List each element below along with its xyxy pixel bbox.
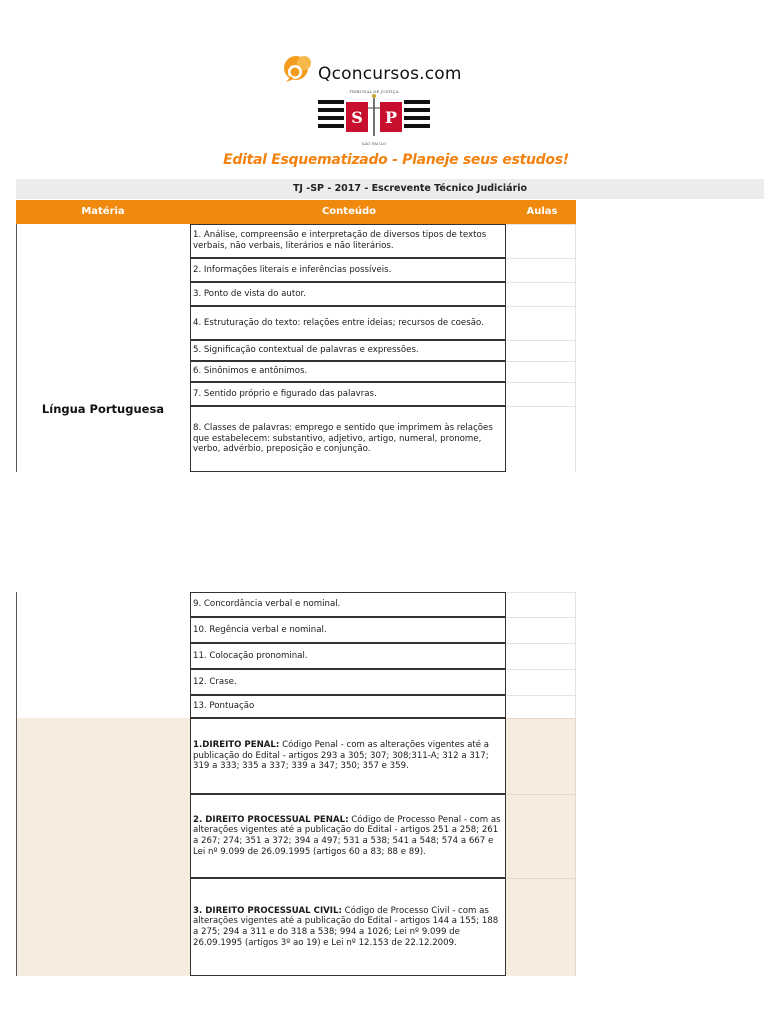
content-cell: 7. Sentido próprio e figurado das palavras. xyxy=(190,382,506,406)
table-row xyxy=(190,282,576,306)
aulas-cell[interactable] xyxy=(507,282,576,306)
table-row xyxy=(190,340,576,361)
header-aulas: Aulas xyxy=(526,206,558,217)
table-row xyxy=(190,617,576,643)
table-row xyxy=(190,406,576,472)
tjsp-seal-icon xyxy=(316,86,432,148)
content-cell: 3. DIREITO PROCESSUAL CIVIL: Código de Processo Civil - com as alterações vigentes até a publicação do Edital - artigos 144 a 155; 188 a 275; 294 a 311 e do 318 a 538; 994 a 1026; Lei nº 9.099 de 26.09.1995 (artigos 3º ao 19) e Lei nº 12.153 de 22.12.2009. xyxy=(190,878,506,976)
subject-block-direito xyxy=(16,718,576,976)
table-row xyxy=(190,258,576,282)
table-row xyxy=(190,643,576,669)
logo-text: Qconcursos.com xyxy=(318,64,462,84)
seal-top-text: TRIBUNAL DE JUSTIÇA xyxy=(349,89,399,94)
header-materia: Matéria xyxy=(81,206,125,217)
aulas-cell[interactable] xyxy=(507,695,576,718)
content-cell: 12. Crase. xyxy=(190,669,506,695)
qconcursos-logo-icon xyxy=(282,54,316,88)
aulas-cell[interactable] xyxy=(507,406,576,472)
table-row xyxy=(190,794,576,878)
content-cell: 3. Ponto de vista do autor. xyxy=(190,282,506,306)
aulas-cell[interactable] xyxy=(507,643,576,669)
content-cell: 2. Informações literais e inferências possíveis. xyxy=(190,258,506,282)
table-row xyxy=(190,669,576,695)
content-cell: 9. Concordância verbal e nominal. xyxy=(190,592,506,617)
aulas-cell[interactable] xyxy=(507,794,576,878)
content-cell: 6. Sinônimos e antônimos. xyxy=(190,361,506,382)
content-cell: 1. Análise, compreensão e interpretação de diversos tipos de textos verbais, não verbais, literários e não literários. xyxy=(190,224,506,258)
tjsp-seal xyxy=(316,86,432,148)
table-row xyxy=(190,361,576,382)
table-row xyxy=(190,224,576,258)
table-row xyxy=(190,878,576,976)
content-cell: 2. DIREITO PROCESSUAL PENAL: Código de Processo Penal - com as alterações vigentes até a publicação do Edital - artigos 251 a 258; 261 a 267; 274; 351 a 372; 394 a 497; 531 a 538; 541 a 548; 574 a 667 e Lei nº 9.099 de 26.09.1995 (artigos 60 a 83; 88 e 89). xyxy=(190,794,506,878)
subject-block-portugues-continued xyxy=(16,592,576,718)
aulas-cell[interactable] xyxy=(507,669,576,695)
aulas-cell[interactable] xyxy=(507,617,576,643)
content-cell: 5. Significação contextual de palavras e expressões. xyxy=(190,340,506,361)
table-header xyxy=(16,200,576,224)
aulas-cell[interactable] xyxy=(507,878,576,976)
content-cell: 4. Estruturação do texto: relações entre ideias; recursos de coesão. xyxy=(190,306,506,340)
table-row xyxy=(190,306,576,340)
content-cell: 13. Pontuação xyxy=(190,695,506,718)
table-row xyxy=(190,592,576,617)
aulas-cell[interactable] xyxy=(507,306,576,340)
seal-right-letter: P xyxy=(384,108,398,127)
subject-block-portugues xyxy=(16,224,576,472)
table-row xyxy=(190,718,576,794)
table-row xyxy=(190,382,576,406)
tagline: Edital Esquematizado - Planeje seus estudos! xyxy=(223,152,569,168)
seal-bottom-text: SÃO PAULO xyxy=(361,141,387,146)
content-cell: 1.DIREITO PENAL: Código Penal - com as alterações vigentes até a publicação do Edital - artigos 293 a 305; 307; 308;311-A; 312 a 317; 319 a 333; 335 a 337; 339 a 347; 350; 357 e 359. xyxy=(190,718,506,794)
materia-label: Língua Portuguesa xyxy=(41,402,165,416)
aulas-cell[interactable] xyxy=(507,382,576,406)
aulas-cell[interactable] xyxy=(507,361,576,382)
header-conteudo: Conteúdo xyxy=(321,206,377,217)
content-cell: 8. Classes de palavras: emprego e sentido que imprimem às relações que estabelecem: substantivo, adjetivo, artigo, numeral, pronome, verbo, advérbio, preposição e conjunção. xyxy=(190,406,506,472)
exam-subtitle: TJ -SP - 2017 - Escrevente Técnico Judiciário xyxy=(292,183,528,194)
aulas-cell[interactable] xyxy=(507,224,576,258)
subtitle-bar xyxy=(16,179,764,199)
aulas-cell[interactable] xyxy=(507,340,576,361)
content-cell: 11. Colocação pronominal. xyxy=(190,643,506,669)
aulas-cell[interactable] xyxy=(507,718,576,794)
table-row xyxy=(190,695,576,718)
content-cell: 10. Regência verbal e nominal. xyxy=(190,617,506,643)
aulas-cell[interactable] xyxy=(507,592,576,617)
aulas-cell[interactable] xyxy=(507,258,576,282)
seal-left-letter: S xyxy=(351,108,363,127)
